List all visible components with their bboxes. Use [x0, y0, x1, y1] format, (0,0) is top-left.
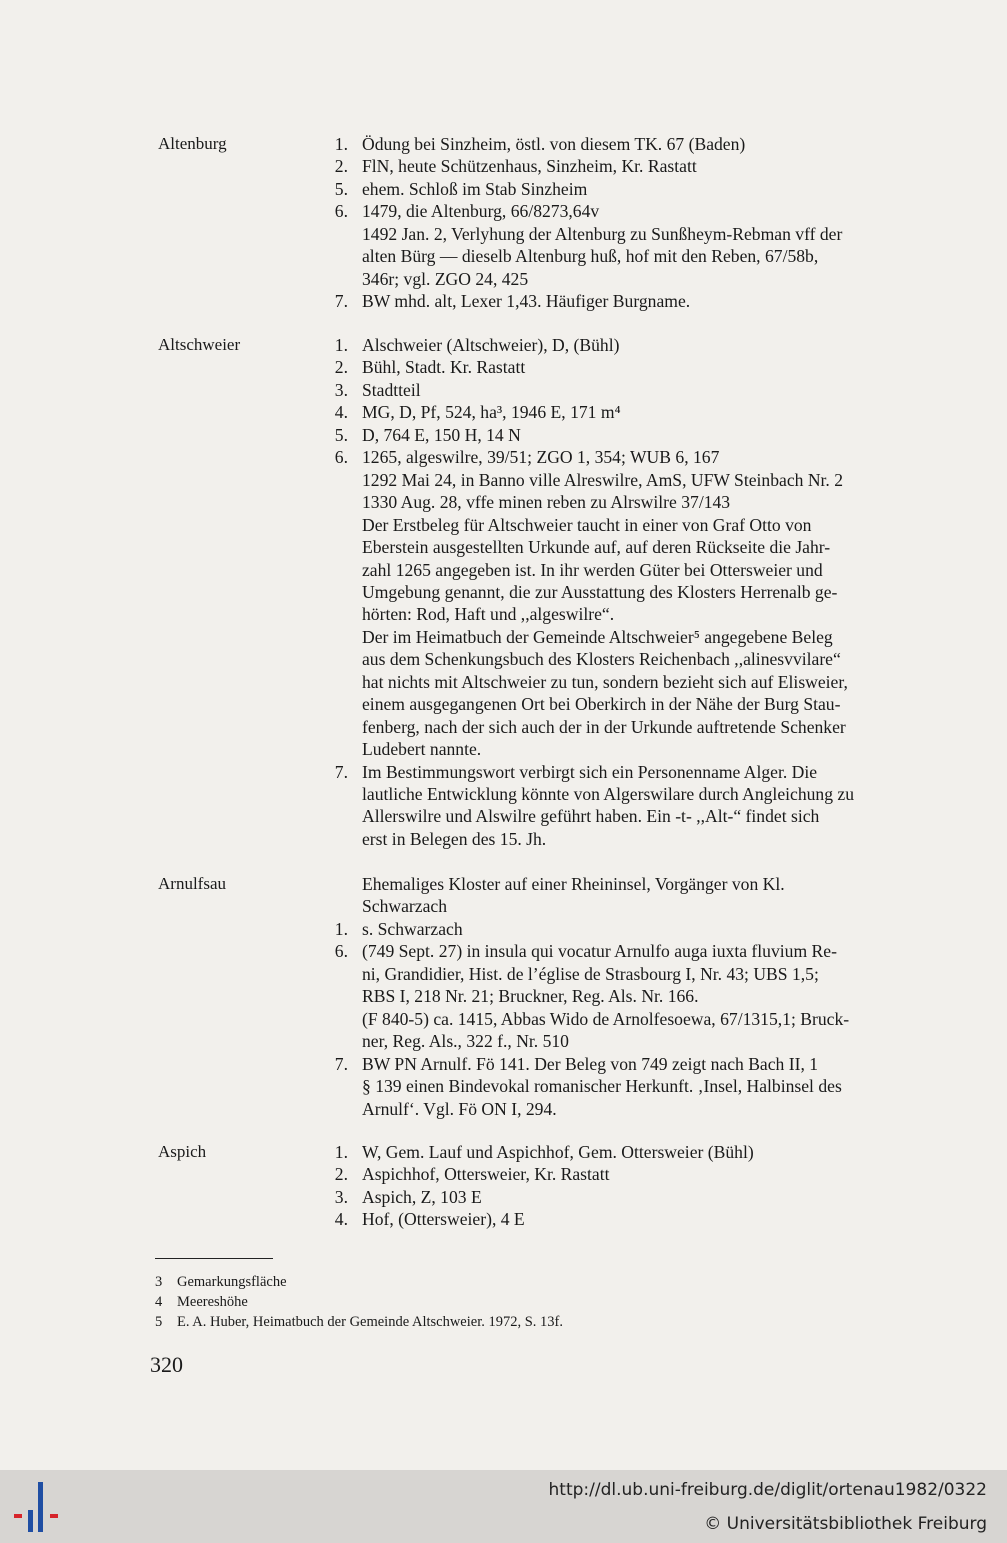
document-url-link[interactable]: http://dl.ub.uni-freiburg.de/diglit/ortenau1982/0322 — [548, 1480, 987, 1500]
line-text: BW PN Arnulf. Fö 141. Der Beleg von 749 zeigt nach Bach II, 1 — [362, 1053, 819, 1074]
entry-line — [0, 738, 1007, 760]
entry-term: Altenburg — [158, 134, 227, 153]
line-text: Eberstein ausgestellten Urkunde auf, auf deren Rückseite die Jahr- — [362, 537, 831, 558]
entry-line — [0, 1186, 1007, 1208]
entry-line — [0, 155, 1007, 177]
library-logo-icon — [12, 1480, 62, 1532]
entry-line — [0, 940, 1007, 962]
footnote-separator — [155, 1258, 273, 1259]
entry-line — [0, 424, 1007, 446]
entry-line — [0, 559, 1007, 581]
line-text: Umgebung genannt, die zur Ausstattung des Klosters Herrenalb ge- — [362, 581, 838, 602]
line-text: hat nichts mit Altschweier zu tun, sondern bezieht sich auf Elisweier, — [362, 671, 848, 692]
line-text: BW mhd. alt, Lexer 1,43. Häufiger Burgname. — [362, 291, 691, 312]
line-text: 1479, die Altenburg, 66/8273,64v — [362, 201, 600, 222]
footnote-4 — [155, 1292, 248, 1312]
line-text: MG, D, Pf, 524, ha³, 1946 E, 171 m⁴ — [362, 402, 621, 423]
line-text: 1265, algeswilre, 39/51; ZGO 1, 354; WUB 6, 167 — [362, 447, 720, 468]
line-text: 1330 Aug. 28, vffe minen reben zu Alrswilre 37/143 — [362, 492, 731, 513]
line-text: Allerswilre und Alswilre geführt haben. Ein -t- ,,Alt-“ findet sich — [362, 806, 820, 827]
line-text: 1292 Mai 24, in Banno ville Alreswilre, AmS, UFW Steinbach Nr. 2 — [362, 469, 844, 490]
footnote-number: 3 — [155, 1274, 163, 1290]
line-number: 1. — [334, 335, 348, 355]
entry-term: Arnulfsau — [158, 874, 226, 893]
line-text: Stadtteil — [362, 379, 421, 400]
line-text: FlN, heute Schützenhaus, Sinzheim, Kr. Rastatt — [362, 156, 697, 177]
footnote-number: 5 — [155, 1314, 163, 1330]
footnote-5 — [155, 1312, 563, 1332]
line-number: 4. — [334, 1209, 348, 1230]
entry-line — [0, 514, 1007, 536]
line-text: Alschweier (Altschweier), D, (Bühl) — [362, 335, 620, 355]
entry-line — [0, 469, 1007, 491]
entry-line — [0, 805, 1007, 827]
line-text: einem ausgegangenen Ort bei Oberkirch in der Nähe der Burg Stau- — [362, 694, 841, 715]
entry-line — [0, 1208, 1007, 1230]
line-text: Der im Heimatbuch der Gemeinde Altschweier⁵ angegebene Beleg — [362, 626, 833, 647]
entry-line — [0, 626, 1007, 648]
entry-line — [0, 1141, 1007, 1163]
entry-line — [0, 603, 1007, 625]
entry-line — [0, 245, 1007, 267]
line-number: 7. — [334, 291, 348, 312]
entry-line — [0, 446, 1007, 468]
line-number: 7. — [334, 1053, 348, 1074]
line-text: Im Bestimmungswort verbirgt sich ein Personenname Alger. Die — [362, 761, 818, 782]
line-number: 3. — [334, 1186, 348, 1207]
line-text: zahl 1265 angegeben ist. In ihr werden Güter bei Ottersweier und — [362, 559, 823, 580]
entry-line — [0, 379, 1007, 401]
entry-line — [0, 761, 1007, 783]
line-text: RBS I, 218 Nr. 21; Bruckner, Reg. Als. Nr. 166. — [362, 986, 699, 1007]
line-number: 5. — [334, 424, 348, 445]
entry-line — [0, 963, 1007, 985]
line-text: aus dem Schenkungsbuch des Klosters Reichenbach ,,alinesvvilare“ — [362, 649, 841, 670]
footnote-text: E. A. Huber, Heimatbuch der Gemeinde Altschweier. 1972, S. 13f. — [177, 1314, 563, 1330]
entry-line — [0, 491, 1007, 513]
entry-line — [0, 200, 1007, 222]
line-text: fenberg, nach der sich auch der in der Urkunde auftretende Schenker — [362, 716, 846, 737]
entry-line — [0, 1098, 1007, 1120]
line-text: D, 764 E, 150 H, 14 N — [362, 424, 521, 445]
line-text: (749 Sept. 27) in insula qui vocatur Arnulfo auga iuxta fluvium Re- — [362, 941, 837, 962]
entry-term: Altschweier — [158, 335, 241, 354]
entry-line — [0, 536, 1007, 558]
line-text: Ödung bei Sinzheim, östl. von diesem TK. 67 (Baden) — [362, 134, 746, 154]
copyright-text: © Universitätsbibliothek Freiburg — [704, 1514, 987, 1534]
entry-line — [0, 1053, 1007, 1075]
entry-line — [0, 671, 1007, 693]
line-text: s. Schwarzach — [362, 918, 463, 939]
entry-line — [0, 356, 1007, 378]
line-text: Hof, (Ottersweier), 4 E — [362, 1209, 525, 1230]
line-text: erst in Belegen des 15. Jh. — [362, 828, 547, 849]
entry-line — [0, 268, 1007, 290]
footnote-3 — [155, 1272, 287, 1292]
footnote-number: 4 — [155, 1294, 163, 1310]
line-text: ner, Reg. Als., 322 f., Nr. 510 — [362, 1031, 569, 1052]
line-number: 2. — [334, 1164, 348, 1185]
entry-line — [0, 828, 1007, 850]
entry-line — [0, 873, 1007, 895]
entry-line — [0, 178, 1007, 200]
line-text: Ludebert nannte. — [362, 739, 482, 760]
entry-term: Aspich — [158, 1142, 207, 1161]
entry-line — [0, 1075, 1007, 1097]
entry-line — [0, 290, 1007, 312]
line-text: 346r; vgl. ZGO 24, 425 — [362, 268, 529, 289]
page-number: 320 — [150, 1352, 183, 1377]
line-text: Aspich, Z, 103 E — [362, 1186, 482, 1207]
line-text: Bühl, Stadt. Kr. Rastatt — [362, 357, 526, 378]
line-number: 1. — [334, 1142, 348, 1162]
entry-line — [0, 783, 1007, 805]
line-text: Arnulf‘. Vgl. Fö ON I, 294. — [362, 1098, 557, 1119]
entry-line — [0, 985, 1007, 1007]
line-number: 6. — [334, 447, 348, 468]
line-number: 1. — [334, 918, 348, 939]
line-number: 3. — [334, 379, 348, 400]
entry-line — [0, 401, 1007, 423]
entry-line — [0, 895, 1007, 917]
line-text: Aspichhof, Ottersweier, Kr. Rastatt — [362, 1164, 610, 1185]
line-text: Ehemaliges Kloster auf einer Rheininsel, Vorgänger von Kl. — [362, 874, 785, 894]
footnote-text: Gemarkungsfläche — [177, 1274, 287, 1290]
entry-line — [0, 648, 1007, 670]
line-text: Schwarzach — [362, 896, 447, 917]
line-number: 6. — [334, 201, 348, 222]
entry-line — [0, 581, 1007, 603]
footnote-text: Meereshöhe — [177, 1294, 248, 1310]
line-number: 2. — [334, 156, 348, 177]
entry-line — [0, 223, 1007, 245]
entry-line — [0, 918, 1007, 940]
viewer-footer — [0, 1470, 1007, 1543]
entry-line — [0, 1008, 1007, 1030]
entry-line — [0, 133, 1007, 155]
line-number: 2. — [334, 357, 348, 378]
line-text: ni, Grandidier, Hist. de l’église de Strasbourg I, Nr. 43; UBS 1,5; — [362, 963, 819, 984]
entry-line — [0, 1163, 1007, 1185]
line-number: 6. — [334, 941, 348, 962]
entry-line — [0, 693, 1007, 715]
line-number: 4. — [334, 402, 348, 423]
entry-line — [0, 1030, 1007, 1052]
line-text: W, Gem. Lauf und Aspichhof, Gem. Ottersweier (Bühl) — [362, 1142, 754, 1162]
line-text: alten Bürg — dieselb Altenburg huß, hof mit den Reben, 67/58b, — [362, 246, 819, 267]
line-text: (F 840-5) ca. 1415, Abbas Wido de Arnolfesoewa, 67/1315,1; Bruck- — [362, 1008, 850, 1029]
entry-line — [0, 716, 1007, 738]
line-text: lautliche Entwicklung könnte von Algerswilare durch Angleichung zu — [362, 784, 855, 804]
entry-line — [0, 334, 1007, 356]
line-number: 7. — [334, 761, 348, 782]
line-text: hörten: Rod, Haft und ,,algeswilre“. — [362, 604, 615, 625]
line-text: § 139 einen Bindevokal romanischer Herkunft. ‚Insel, Halbinsel des — [362, 1076, 842, 1097]
line-text: ehem. Schloß im Stab Sinzheim — [362, 178, 588, 199]
line-number: 5. — [334, 178, 348, 199]
line-text: Der Erstbeleg für Altschweier taucht in einer von Graf Otto von — [362, 514, 812, 535]
line-text: 1492 Jan. 2, Verlyhung der Altenburg zu Sunßheym-Rebman vff der — [362, 223, 843, 244]
line-number: 1. — [334, 134, 348, 154]
